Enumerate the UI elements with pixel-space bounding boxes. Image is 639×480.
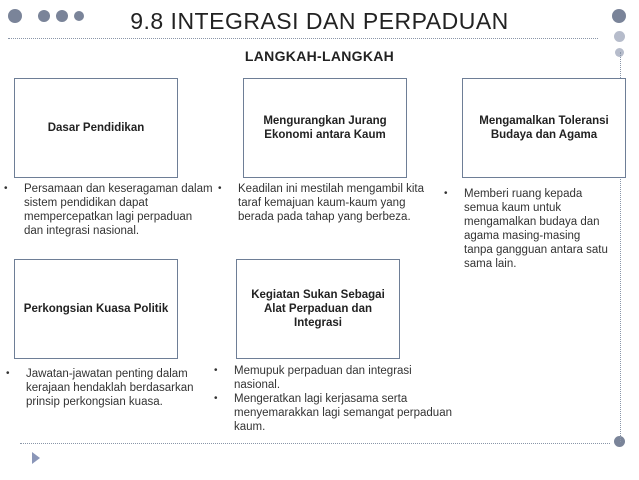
bullet-item: • Memberi ruang kepada semua kaum untuk mengamalkan budaya dan agama masing-masing tanpa gangguan antara satu sama lain.: [444, 188, 608, 270]
slide-title: 9.8 INTEGRASI DAN PERPADUAN: [130, 8, 509, 34]
box-label: Mengurangkan Jurang Ekonomi antara Kaum: [263, 115, 387, 141]
box-label: Mengamalkan Toleransi Budaya dan Agama: [479, 115, 609, 141]
bullet-item: • Keadilan ini mestilah mengambil kita taraf kemajuan kaum-kaum yang berada pada tahap yang berbeza.: [218, 183, 425, 223]
bullet-item: • Jawatan-jawatan penting dalam kerajaan hendaklah berdasarkan prinsip perkongsian kuasa.: [6, 368, 194, 408]
bullet-item: • Mengeratkan lagi kerjasama serta menyemarakkan lagi semangat perpaduan kaum.: [214, 393, 452, 433]
box-label: Kegiatan Sukan Sebagai Alat Perpaduan dan Integrasi: [251, 289, 385, 329]
play-arrow-icon[interactable]: [32, 452, 40, 464]
bullets-dasar-pendidikan: [4, 182, 214, 238]
bullet-item: • Persamaan dan keseragaman dalam sistem pendidikan dapat mempercepatkan lagi perpaduan dan integrasi nasional.: [4, 183, 213, 237]
box-kegiatan-sukan: [236, 259, 400, 359]
box-jurang-ekonomi: [243, 78, 407, 178]
box-toleransi-budaya: [462, 78, 626, 178]
bullets-jurang-ekonomi: [218, 182, 440, 224]
box-label: Perkongsian Kuasa Politik: [23, 303, 169, 315]
box-kuasa-politik: [14, 259, 178, 359]
bullet-item: • Memupuk perpaduan dan integrasi nasional.: [214, 365, 412, 391]
box-dasar-pendidikan: [14, 78, 178, 178]
bullets-toleransi-budaya: [444, 187, 610, 271]
title-divider: [8, 38, 598, 39]
bullets-kegiatan-sukan: [214, 364, 454, 434]
slide-subtitle: LANGKAH-LANGKAH: [244, 48, 395, 64]
box-label: Dasar Pendidikan: [47, 122, 145, 134]
bottom-divider: [20, 443, 610, 444]
bullets-kuasa-politik: [6, 367, 201, 409]
